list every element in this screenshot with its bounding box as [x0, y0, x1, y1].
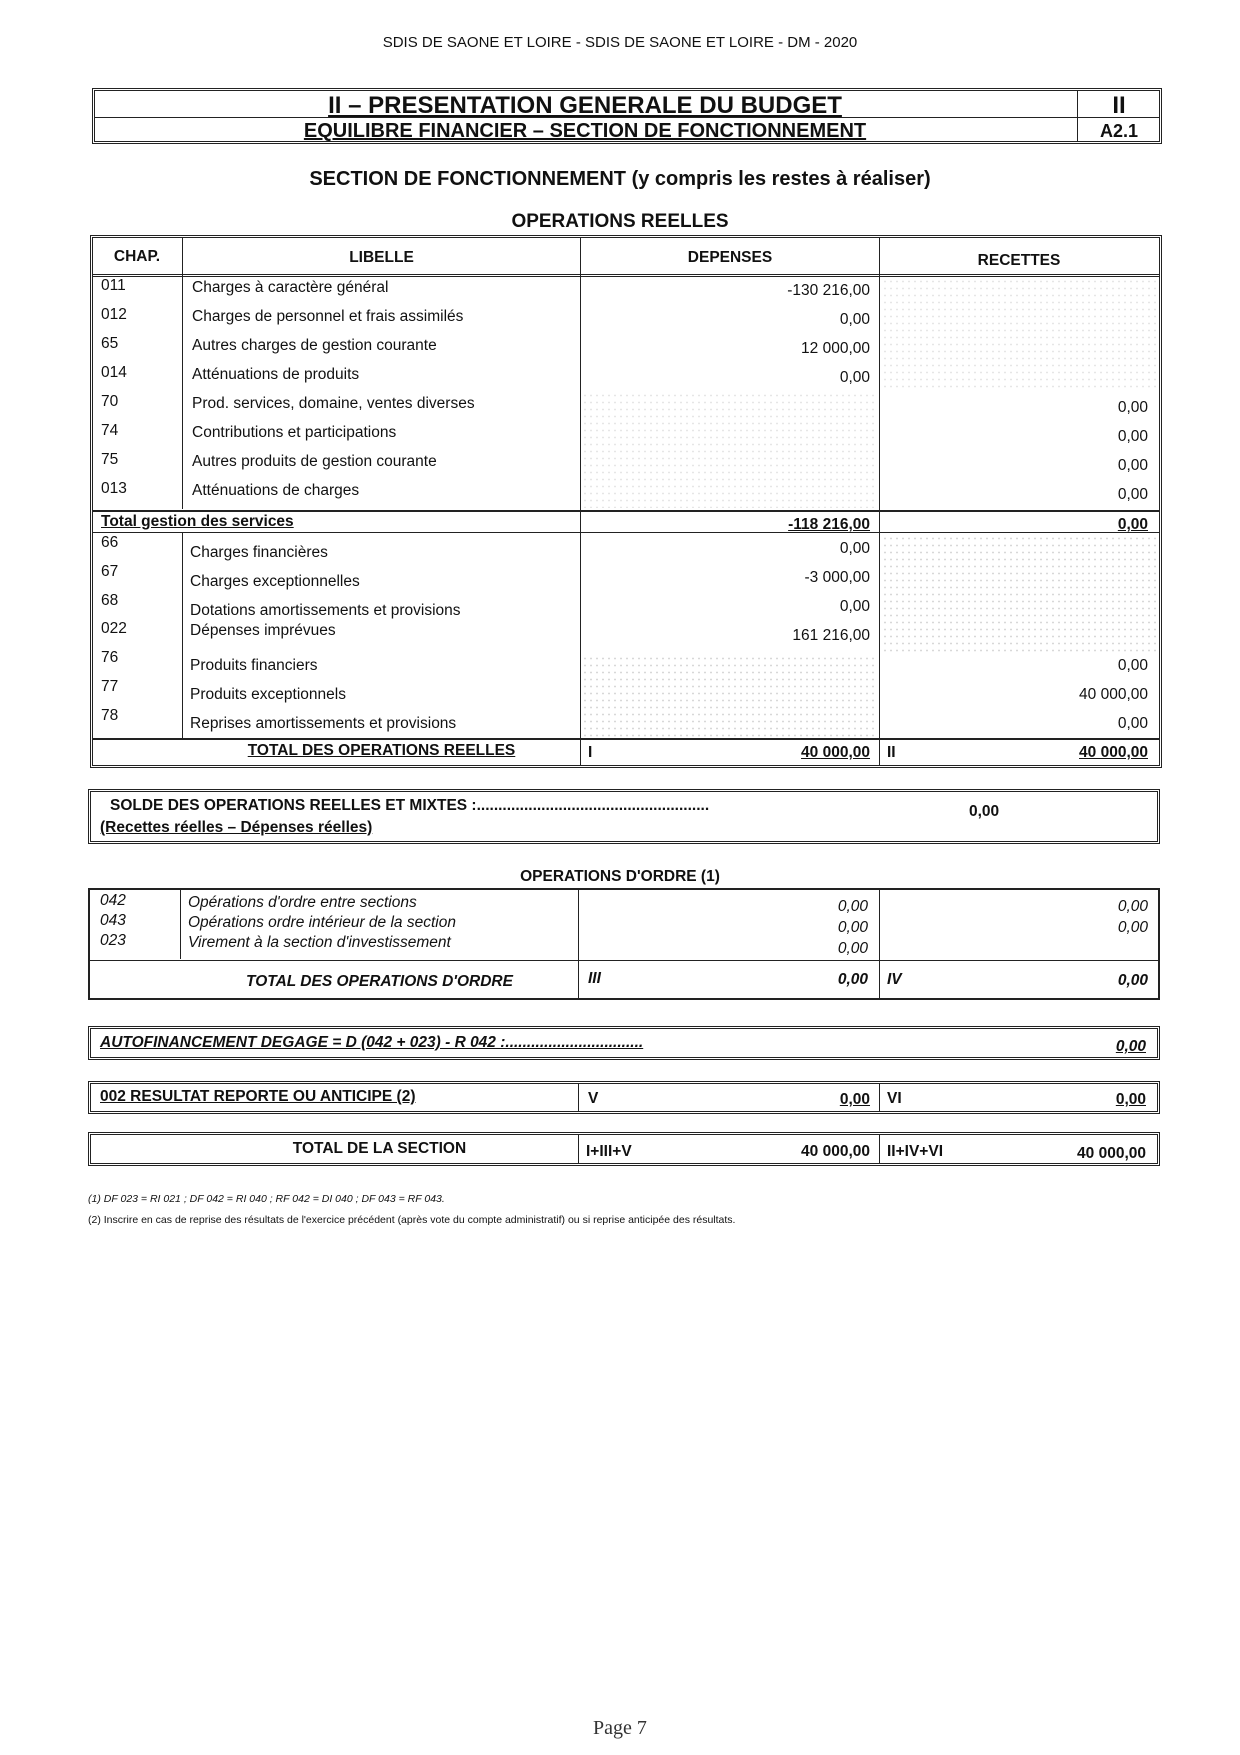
row-recettes: 0,00 — [1117, 399, 1148, 416]
ordre-col-divider-chap — [180, 889, 181, 959]
row-depenses: 0,00 — [837, 940, 868, 957]
total-section-depenses: 40 000,00 — [801, 1143, 870, 1160]
ordre-col-divider-libelle — [578, 889, 579, 999]
row-depenses: -130 216,00 — [787, 282, 870, 299]
footnote-2: (2) Inscrire en cas de reprise des résultats de l'exercice précédent (après vote du compte administratif) ou si reprise anticipée des résultats. — [88, 1214, 736, 1226]
resultat-depenses: 0,00 — [839, 1091, 870, 1108]
resultat-divider-1 — [578, 1084, 579, 1111]
row-chap: 014 — [101, 364, 127, 381]
row-chap: 013 — [101, 480, 127, 497]
document-header: SDIS DE SAONE ET LOIRE - SDIS DE SAONE ET LOIRE - DM - 2020 — [382, 34, 858, 51]
row-chap: 023 — [100, 932, 126, 949]
title-code: II — [1112, 92, 1126, 119]
row-chap: 66 — [101, 534, 119, 551]
row-depenses: 0,00 — [839, 311, 870, 328]
row-chap: 78 — [101, 707, 119, 724]
total-ordre-depenses: 0,00 — [837, 971, 868, 988]
col-divider-depenses — [879, 237, 880, 766]
row-recettes: 0,00 — [1117, 657, 1148, 674]
row-libelle: Prod. services, domaine, ventes diverses — [192, 395, 475, 412]
empty-cell-shade — [582, 655, 877, 737]
row-depenses: 0,00 — [839, 598, 870, 615]
row-libelle: Produits financiers — [190, 657, 318, 674]
total-services-recettes: 0,00 — [1117, 516, 1148, 533]
row-depenses: 0,00 — [837, 919, 868, 936]
row-libelle: Dotations amortissements et provisions — [190, 602, 461, 619]
solde-sub: (Recettes réelles – Dépenses réelles) — [100, 819, 373, 836]
row-chap: 011 — [101, 277, 126, 294]
table-header-line — [92, 274, 1160, 277]
total-section-divider-1 — [578, 1135, 579, 1163]
total-reelles-label: TOTAL DES OPERATIONS REELLES — [247, 742, 516, 759]
total-reelles-dep-code: I — [588, 744, 593, 761]
title-main: II – PRESENTATION GENERALE DU BUDGET — [328, 92, 842, 119]
row-libelle: Reprises amortissements et provisions — [190, 715, 457, 732]
total-ordre-label: TOTAL DES OPERATIONS D'ORDRE — [246, 973, 513, 990]
ordre-total-line — [89, 960, 1159, 961]
row-chap: 74 — [101, 422, 119, 439]
total-services-depenses: -118 216,00 — [788, 516, 870, 533]
row-libelle: Autres charges de gestion courante — [192, 337, 437, 354]
row-chap: 67 — [101, 563, 119, 580]
resultat-dep-code: V — [588, 1090, 599, 1107]
row-depenses: 0,00 — [837, 898, 868, 915]
col-header-libelle: LIBELLE — [349, 249, 414, 266]
resultat-label: 002 RESULTAT REPORTE OU ANTICIPE (2) — [100, 1088, 416, 1105]
total-reelles-depenses: 40 000,00 — [801, 744, 870, 761]
title-sub: EQUILIBRE FINANCIER – SECTION DE FONCTIONNEMENT — [303, 120, 867, 142]
total-services-top — [92, 510, 1160, 512]
total-services-label: Total gestion des services — [101, 513, 294, 530]
row-recettes: 0,00 — [1117, 715, 1148, 732]
row-recettes: 40 000,00 — [1079, 686, 1148, 703]
row-libelle: Atténuations de produits — [192, 366, 360, 383]
row-depenses: 161 216,00 — [792, 627, 870, 644]
row-libelle: Charges à caractère général — [192, 279, 389, 296]
row-chap: 68 — [101, 592, 119, 609]
total-section-recettes: 40 000,00 — [1077, 1145, 1146, 1162]
resultat-divider-2 — [879, 1084, 880, 1111]
section-title: SECTION DE FONCTIONNEMENT (y compris les restes à réaliser) — [309, 168, 931, 190]
solde-value: 0,00 — [969, 803, 1000, 820]
total-reelles-recettes: 40 000,00 — [1079, 744, 1148, 761]
footnote-1: (1) DF 023 = RI 021 ; DF 042 = RI 040 ; RF 042 = DI 040 ; DF 043 = RF 043. — [88, 1193, 445, 1205]
total-section-divider-2 — [879, 1135, 880, 1163]
total-section-rec-code: II+IV+VI — [887, 1143, 944, 1160]
resultat-rec-code: VI — [887, 1090, 902, 1107]
autofinancement-value: 0,00 — [1115, 1038, 1146, 1055]
col-divider-chap — [182, 237, 183, 509]
row-depenses: 12 000,00 — [801, 340, 870, 357]
empty-cell-shade — [882, 535, 1158, 653]
row-chap: 012 — [101, 306, 127, 323]
total-ordre-recettes: 0,00 — [1117, 972, 1148, 989]
row-libelle: Dépenses imprévues — [190, 622, 336, 639]
row-chap: 76 — [101, 649, 119, 666]
row-libelle: Virement à la section d'investissement — [188, 934, 451, 951]
row-chap: 70 — [101, 393, 119, 410]
col-divider-libelle — [580, 237, 581, 766]
empty-cell-shade — [882, 278, 1158, 388]
operations-reelles-title: OPERATIONS REELLES — [511, 211, 729, 232]
col-header-chap: CHAP. — [113, 248, 161, 265]
col-header-recettes: RECETTES — [977, 252, 1061, 269]
row-libelle: Produits exceptionnels — [190, 686, 346, 703]
row-depenses: -3 000,00 — [804, 569, 870, 586]
row-libelle: Charges financières — [190, 544, 328, 561]
total-ordre-dep-code: III — [588, 970, 601, 987]
resultat-recettes: 0,00 — [1115, 1091, 1146, 1108]
title-code2: A2.1 — [1099, 121, 1139, 141]
page-number: Page 7 — [593, 1717, 647, 1739]
total-reelles-top — [92, 738, 1160, 740]
row-chap: 043 — [100, 912, 126, 929]
total-reelles-rec-code: II — [887, 744, 896, 761]
col-divider-chap-2 — [182, 532, 183, 738]
total-ordre-rec-code: IV — [887, 971, 902, 988]
operations-ordre-title: OPERATIONS D'ORDRE (1) — [520, 868, 720, 885]
row-chap: 65 — [101, 335, 119, 352]
total-section-dep-code: I+III+V — [586, 1143, 632, 1160]
row-libelle: Charges de personnel et frais assimilés — [192, 308, 464, 325]
row-recettes: 0,00 — [1117, 898, 1148, 915]
row-recettes: 0,00 — [1117, 486, 1148, 503]
autofinancement-label: AUTOFINANCEMENT DEGAGE = D (042 + 023) - R 042 :................................ — [100, 1034, 644, 1051]
empty-cell-shade — [582, 392, 877, 508]
col-header-depenses: DEPENSES — [687, 249, 773, 266]
row-depenses: 0,00 — [839, 369, 870, 386]
row-recettes: 0,00 — [1117, 919, 1148, 936]
row-chap: 75 — [101, 451, 119, 468]
ordre-col-divider-depenses — [879, 889, 880, 999]
row-libelle: Charges exceptionnelles — [190, 573, 360, 590]
row-chap: 022 — [101, 620, 127, 637]
row-libelle: Contributions et participations — [192, 424, 397, 441]
row-chap: 77 — [101, 678, 119, 695]
row-depenses: 0,00 — [839, 540, 870, 557]
row-libelle: Atténuations de charges — [192, 482, 360, 499]
row-recettes: 0,00 — [1117, 457, 1148, 474]
row-libelle: Opérations d'ordre entre sections — [188, 894, 417, 911]
row-libelle: Opérations ordre intérieur de la section — [188, 914, 456, 931]
solde-label: SOLDE DES OPERATIONS REELLES ET MIXTES :...................................................... — [110, 797, 710, 814]
row-libelle: Autres produits de gestion courante — [192, 453, 437, 470]
total-section-label: TOTAL DE LA SECTION — [292, 1140, 467, 1157]
row-chap: 042 — [100, 892, 126, 909]
row-recettes: 0,00 — [1117, 428, 1148, 445]
